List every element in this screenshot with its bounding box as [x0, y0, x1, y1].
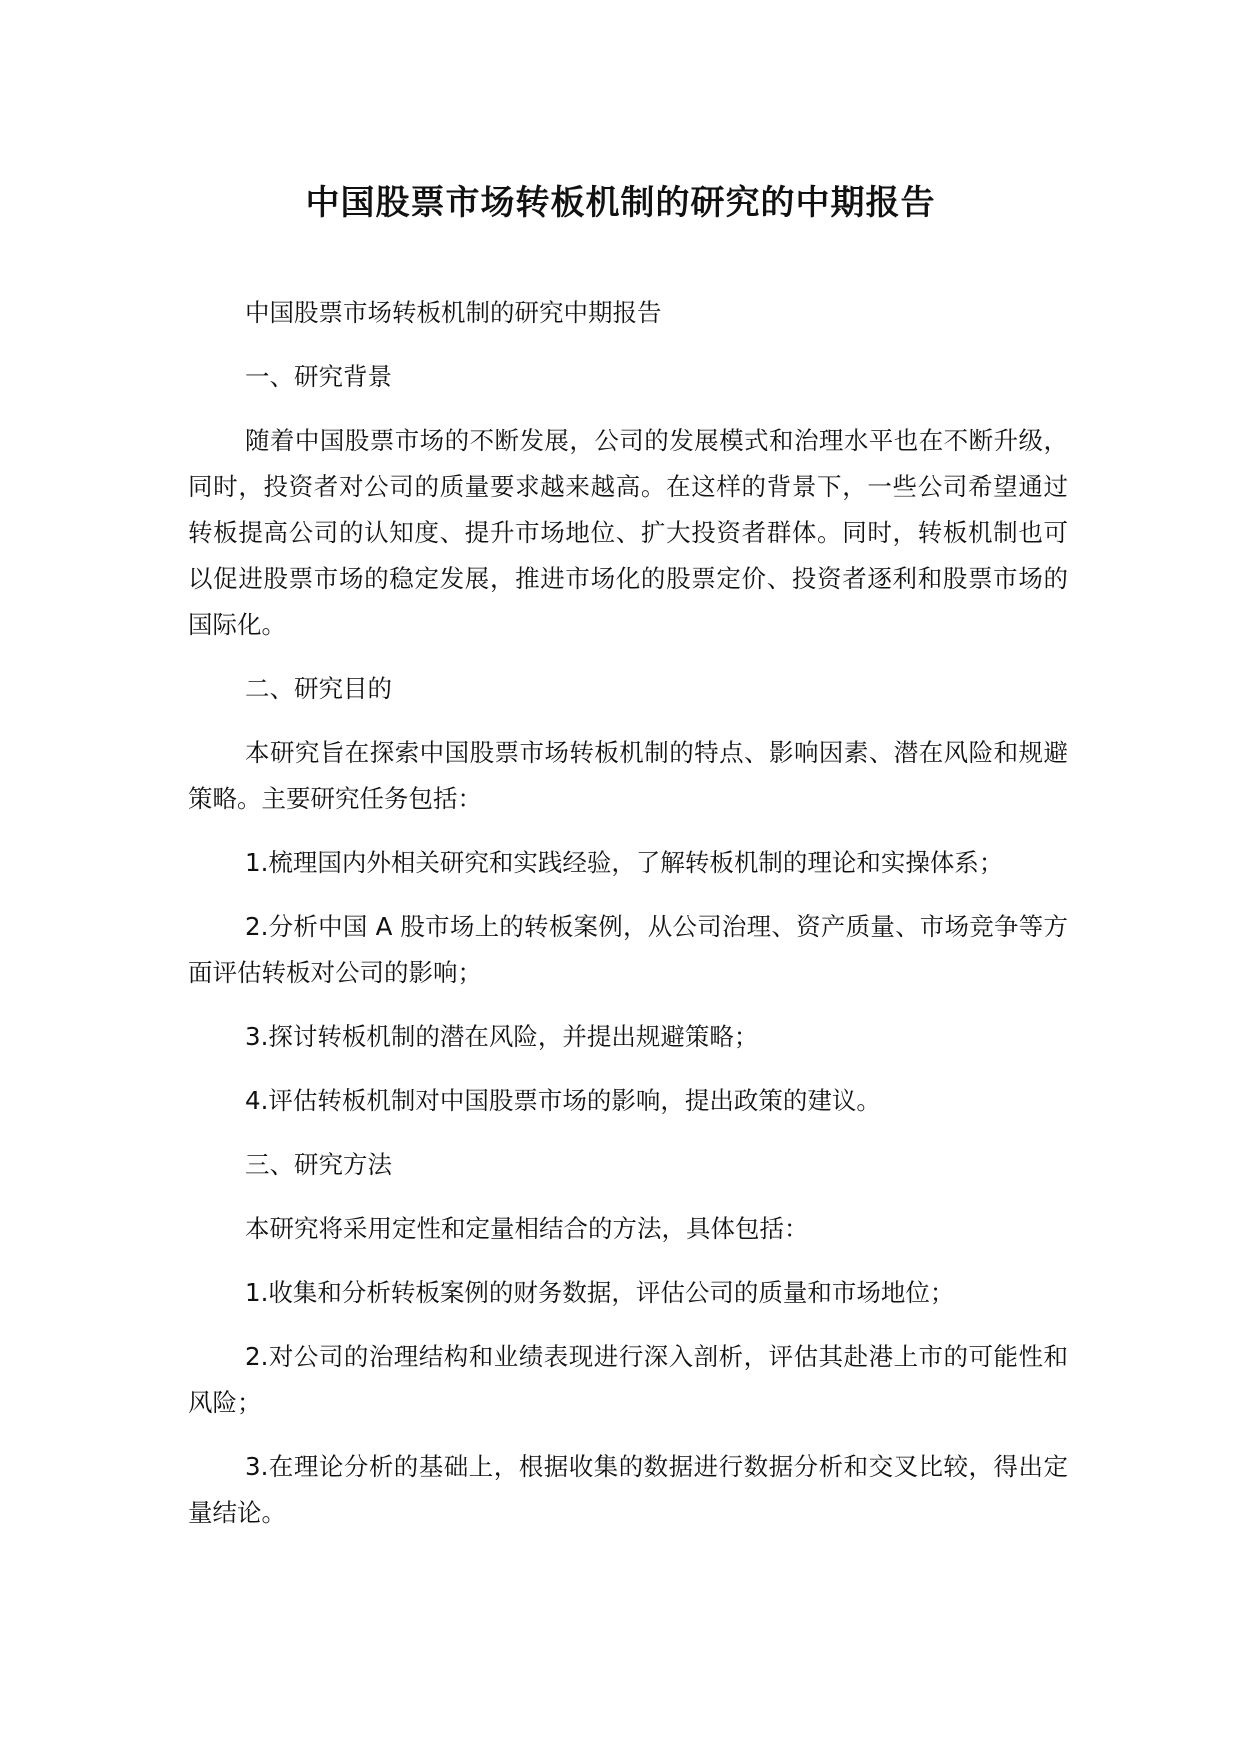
section-heading-method: 三、研究方法 — [245, 1150, 392, 1179]
method-item-3: 3.在理论分析的基础上，根据收集的数据进行数据分析和交叉比较，得出定量结论。 — [188, 1452, 1068, 1527]
method-paragraph: 本研究将采用定性和定量相结合的方法，具体包括： — [245, 1214, 809, 1243]
purpose-item-2: 2.分析中国 A 股市场上的转板案例，从公司治理、资产质量、市场竞争等方面评估转板对公司的影响； — [188, 912, 1068, 987]
method-item-2: 2.对公司的治理结构和业绩表现进行深入剖析，评估其赴港上市的可能性和风险； — [188, 1342, 1068, 1417]
background-paragraph: 随着中国股票市场的不断发展，公司的发展模式和治理水平也在不断升级，同时，投资者对公司的质量要求越来越高。在这样的背景下，一些公司希望通过转板提高公司的认知度、提升市场地位、扩大投资者群体。同时，转板机制也可以促进股票市场的稳定发展，推进市场化的股票定价、投资者逐利和股票市场的国际化。 — [188, 426, 1068, 639]
section-heading-purpose: 二、研究目的 — [245, 674, 392, 703]
section-heading-background: 一、研究背景 — [245, 362, 392, 391]
subtitle-paragraph: 中国股票市场转板机制的研究中期报告 — [245, 298, 662, 327]
purpose-paragraph: 本研究旨在探索中国股票市场转板机制的特点、影响因素、潜在风险和规避策略。主要研究任务包括： — [188, 738, 1068, 813]
document-body — [188, 290, 1068, 1554]
purpose-item-1: 1.梳理国内外相关研究和实践经验，了解转板机制的理论和实操体系； — [245, 848, 1004, 877]
purpose-item-3: 3.探讨转板机制的潜在风险，并提出规避策略； — [245, 1022, 759, 1051]
purpose-item-4: 4.评估转板机制对中国股票市场的影响，提出政策的建议。 — [245, 1086, 881, 1115]
method-item-1: 1.收集和分析转板案例的财务数据，评估公司的质量和市场地位； — [245, 1278, 955, 1307]
document-title: 中国股票市场转板机制的研究的中期报告 — [305, 183, 936, 223]
